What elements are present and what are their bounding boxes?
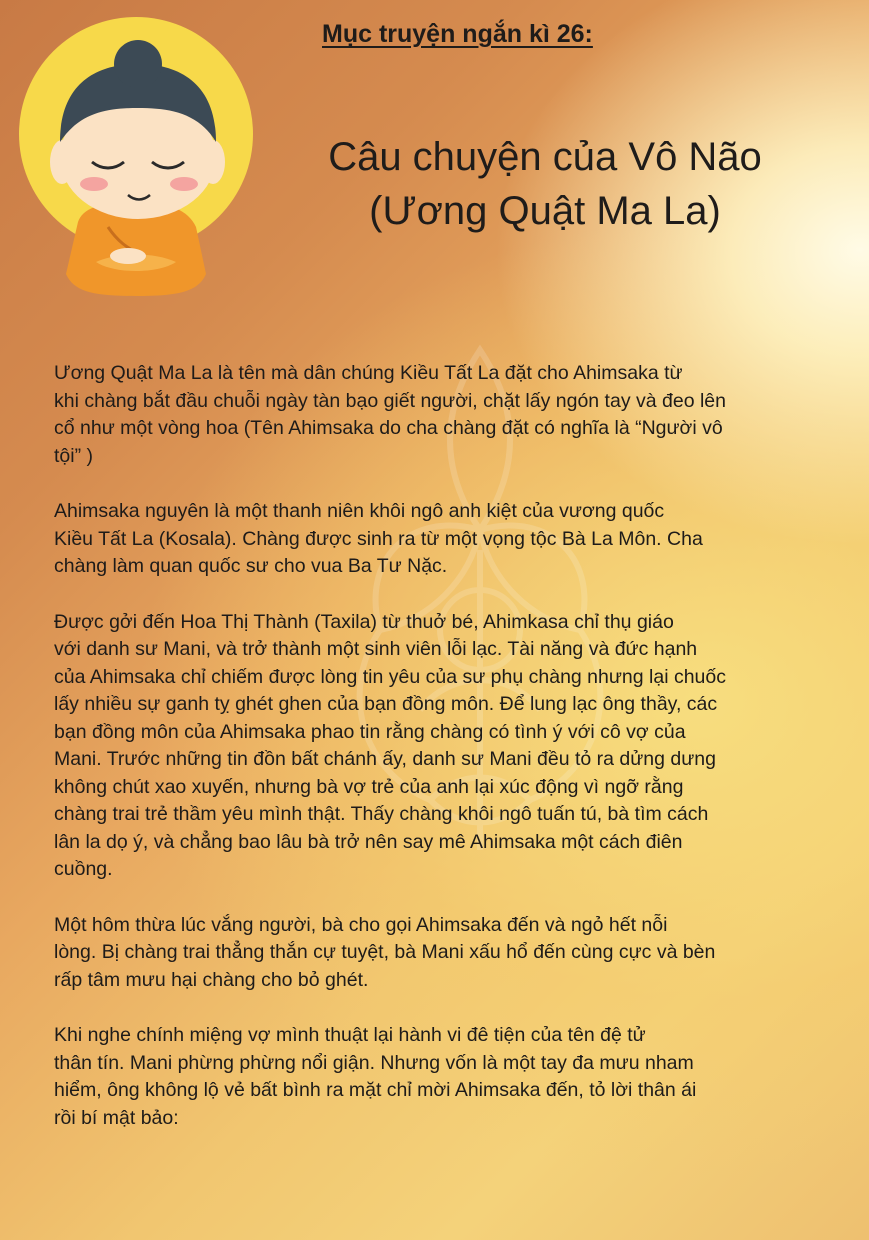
paragraph: Ương Quật Ma La là tên mà dân chúng Kiều Tất La đặt cho Ahimsaka từ khi chàng bắt đầu chuỗi ngày tàn bạo giết người, chặt lấy ngón tay và đeo lên cổ như một vòng hoa (Tên Ahimsaka do cha chàng đặt có nghĩa là “Người vô tội” ) [54,362,726,467]
meditating-buddha-icon [8,12,268,302]
title-line-1: Câu chuyện của Vô Não [328,135,762,179]
article-body [54,360,832,1132]
title-line-2: (Ương Quật Ma La) [369,189,721,233]
paragraph: Ahimsaka nguyên là một thanh niên khôi ngô anh kiệt của vương quốc Kiều Tất La (Kosala). Chàng được sinh ra từ một vọng tộc Bà La Môn. Cha chàng làm quan quốc sư cho vua Ba Tư Nặc. [54,500,703,577]
paragraph: Khi nghe chính miệng vợ mình thuật lại hành vi đê tiện của tên đệ tử thân tín. Mani phừng phừng nổi giận. Nhưng vốn là một tay đa mưu nham hiểm, ông không lộ vẻ bất bình ra mặt chỉ mời Ahimsaka đến, tỏ lời thân ái rồi bí mật bảo: [54,1024,697,1129]
page-title [285,130,805,238]
paragraph: Được gởi đến Hoa Thị Thành (Taxila) từ thuở bé, Ahimkasa chỉ thụ giáo với danh sư Mani, và trở thành một sinh viên lỗi lạc. Tài năng và đức hạnh của Ahimsaka chỉ chiếm được lòng tin yêu của sư phụ chàng nhưng lại chuốc lấy nhiều sự ganh tỵ ghét ghen của bạn đồng môn. Để lung lạc ông thầy, các bạn đồng môn của Ahimsaka phao tin rằng chàng có tình ý với cô vợ của Mani. Trước những tin đồn bất chánh ấy, danh sư Mani đều tỏ ra dửng dưng không chút xao xuyến, nhưng bà vợ trẻ của anh lại xúc động vì ngỡ rằng chàng trai trẻ thầm yêu mình thật. Thấy chàng khôi ngô tuấn tú, bà tìm cách lân la dọ ý, và chẳng bao lâu bà trở nên say mê Ahimsaka một cách điên cuồng. [54,610,726,880]
paragraph: Một hôm thừa lúc vắng người, bà cho gọi Ahimsaka đến và ngỏ hết nỗi lòng. Bị chàng trai thẳng thắn cự tuyệt, bà Mani xấu hổ đến cùng cực và bèn rấp tâm mưu hại chàng cho bỏ ghét. [54,913,716,991]
series-label: Mục truyện ngắn kì 26: [322,20,593,48]
